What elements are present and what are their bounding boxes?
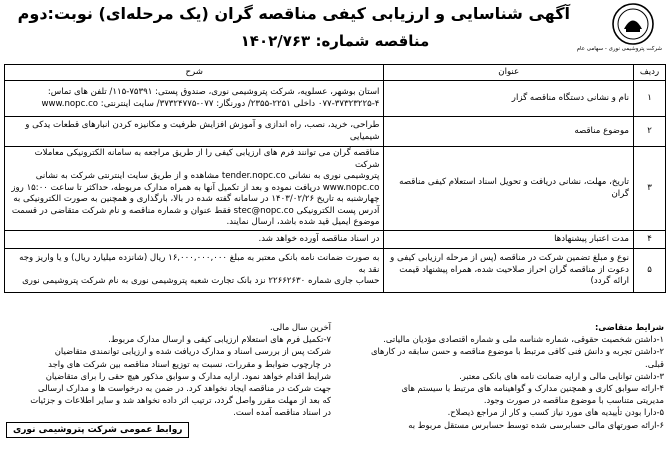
tender-table bbox=[4, 64, 666, 293]
condition-line: ۴-ارائه سوابق کاری و همچنین مدارک و گواهینامه های مرتبط با سیستم های bbox=[401, 383, 664, 394]
ad-header bbox=[0, 0, 670, 64]
row-title: مدت اعتبار پیشنهادها bbox=[384, 231, 634, 249]
conditions-right-column bbox=[334, 321, 664, 431]
row-number: ۵ bbox=[634, 249, 666, 293]
condition-line: قبلی. bbox=[645, 358, 664, 369]
conditions-heading: شرایط متقاضی: bbox=[594, 322, 664, 332]
condition-line: ۶-ارائه صورتهای مالی حسابرسی شده توسط حسابرس مستقل مربوط به bbox=[408, 419, 664, 430]
description-line: طراحی، خرید، نصب، راه اندازی و آموزش افزایش ظرفیت و مکانیزه کردن انبارهای قطعات یدکی و bbox=[25, 120, 380, 130]
row-title: تاریخ، مهلت، نشانی دریافت و تحویل اسناد استعلام کیفی مناقصه گران bbox=[384, 147, 634, 231]
description-line: در اسناد مناقصه آورده خواهد شد. bbox=[258, 233, 380, 244]
conditions-section bbox=[4, 321, 666, 471]
row-description bbox=[5, 147, 384, 231]
row-number: ۲ bbox=[634, 117, 666, 147]
header-title: عنوان bbox=[384, 65, 634, 81]
description-line: پتروشیمی نوری به نشانی tender.nopc.co مشاهده و از طریق سایت اینترنتی شرکت به نشانی bbox=[35, 171, 380, 182]
row-number: ۴ bbox=[634, 231, 666, 249]
row-number: ۱ bbox=[634, 81, 666, 117]
table-header-row bbox=[5, 65, 666, 81]
header-description: شرح bbox=[5, 65, 384, 81]
row-number: ۳ bbox=[634, 147, 666, 231]
table-row bbox=[5, 117, 666, 147]
logo-emblem-icon bbox=[611, 2, 655, 46]
header-row-number: ردیف bbox=[634, 65, 666, 81]
public-relations-signature: روابط عمومی شرکت پتروشیمی نوری bbox=[6, 422, 331, 438]
condition-line: ۷-تکمیل فرم های استعلام ارزیابی کیفی و ارسال مدارک مربوط. bbox=[108, 334, 331, 345]
description-line: به صورت ضمانت نامه بانکی معتبر به مبلغ ۱۶,۰۰۰,۰۰۰,۰۰۰ ریال (شانزده میلیارد ریال) و یا واریز وجه نقد به bbox=[19, 253, 380, 275]
condition-line: ۵-دارا بودن تأییدیه های مورد نیاز کسب و کار از مراجع ذیصلاح. bbox=[447, 407, 664, 418]
description-line: ۰۷۷-۳۷۳۲۳۲۲۵-۴ داخلی ۲۲۵۱-۲۳۵۵/ دورنگار: ۰۷۷-۳۷۳۲۴۷۷۵/ سایت اینترنتی: www.nopc.co bbox=[41, 98, 380, 109]
description-line: استان بوشهر، عسلویه، شرکت پتروشیمی نوری، صندوق پستی: ۷۵۳۹۱-۱۱۵/ تلفن های تماس: bbox=[47, 87, 380, 97]
description-line: آدرس پست الکترونیکی stec@nopc.co فقط عنوان و شماره مناقصه و نام شرکت متقاضی در قسمت bbox=[11, 205, 380, 216]
table-row bbox=[5, 147, 666, 231]
logo-caption: شرکت پتروشیمی نوری - سهامی عام bbox=[576, 46, 662, 52]
condition-line: شرایط اقدام خواهد نمود. ارایه مدارک و سوابق مذکور هیچ حقی را برای متقاضیان bbox=[45, 370, 331, 381]
row-description bbox=[5, 81, 384, 117]
condition-line: شرکت پس از بررسی اسناد و مدارک دریافت شده و ارزیابی توانمندی متقاضیان bbox=[54, 346, 331, 357]
condition-line: مدیریتی متناسب با موضوع مناقصه در صورت وجود. bbox=[483, 395, 664, 406]
condition-line: که بعد از مهلت مقرر واصل گردد، ترتیب اثر داده نخواهد شد و سایر اطلاعات و جزئیات bbox=[30, 395, 331, 406]
description-line: حساب جاری شماره ۲۲۶۶۲۶۳۰ نزد بانک تجارت شعبه پتروشیمی نوری به نام شرکت پتروشیمی نوری bbox=[22, 276, 380, 287]
table-row bbox=[5, 249, 666, 293]
ad-title: آگهی شناسایی و ارزیابی کیفی مناقصه گران (یک مرحله‌ای) نوبت:دوم bbox=[17, 4, 570, 23]
description-line: چهارشنبه به تاریخ ۱۴۰۳/۰۲/۲۶ در سامانه گفته شده در بالا، بارگذاری و همچنین به صورت الکترونیکی به bbox=[13, 194, 380, 205]
conditions-left-column bbox=[6, 321, 331, 438]
condition-line: ۲-داشتن تجربه و دانش فنی کافی مرتبط با موضوع مناقصه و حسن سابقه در کارهای bbox=[370, 346, 664, 357]
description-line: موضوع ایمیل قید شده باشد، ارسال نمایند. bbox=[226, 217, 380, 228]
tender-number: مناقصه شماره: ۱۴۰۲/۷۶۳ bbox=[240, 32, 430, 50]
condition-line: جهت شرکت در مناقصه ایجاد نخواهد کرد. در ضمن به درخواست ها و مدارک ارسالی bbox=[37, 383, 331, 394]
condition-line: ۱-داشتن شخصیت حقوقی، شماره شناسه ملی و شماره اقتصادی مؤدیان مالیاتی. bbox=[383, 334, 664, 345]
description-line: www.nopc.co دریافت نموده و بعد از تکمیل آنها به همراه مدارک مربوطه، حداکثر تا ساعت ۱۵:۰۰ روز bbox=[11, 182, 380, 193]
condition-line: آخرین سال مالی. bbox=[269, 322, 331, 332]
description-line: مناقصه گران می توانند فرم های ارزیابی کیفی را از طریق مراجعه به سامانه الکترونیکی معاملات شرکت bbox=[34, 148, 380, 170]
row-description bbox=[5, 231, 384, 249]
table-row bbox=[5, 81, 666, 117]
condition-line: در چارچوب ضوابط و مقررات، نسبت به توزیع اسناد مناقصه بین شرکت های واجد bbox=[48, 358, 331, 369]
table-row bbox=[5, 231, 666, 249]
condition-line: ۳-داشتن توانایی مالی و ارایه ضمانت نامه های بانکی معتبر. bbox=[459, 370, 664, 381]
company-logo bbox=[576, 2, 662, 60]
description-line: شیمیایی bbox=[349, 131, 380, 142]
row-title: موضوع مناقصه bbox=[384, 117, 634, 147]
row-title: نام و نشانی دستگاه مناقصه گزار bbox=[384, 81, 634, 117]
condition-line: در اسناد مناقصه آمده است. bbox=[233, 407, 331, 418]
row-description bbox=[5, 117, 384, 147]
row-description bbox=[5, 249, 384, 293]
row-title: نوع و مبلغ تضمین شرکت در مناقصه (پس از مرحله ارزیابی کیفی و دعوت از مناقصه گران احراز صلاحیت شده، همراه پیشنهاد قیمت ارائه گردد) bbox=[384, 249, 634, 293]
